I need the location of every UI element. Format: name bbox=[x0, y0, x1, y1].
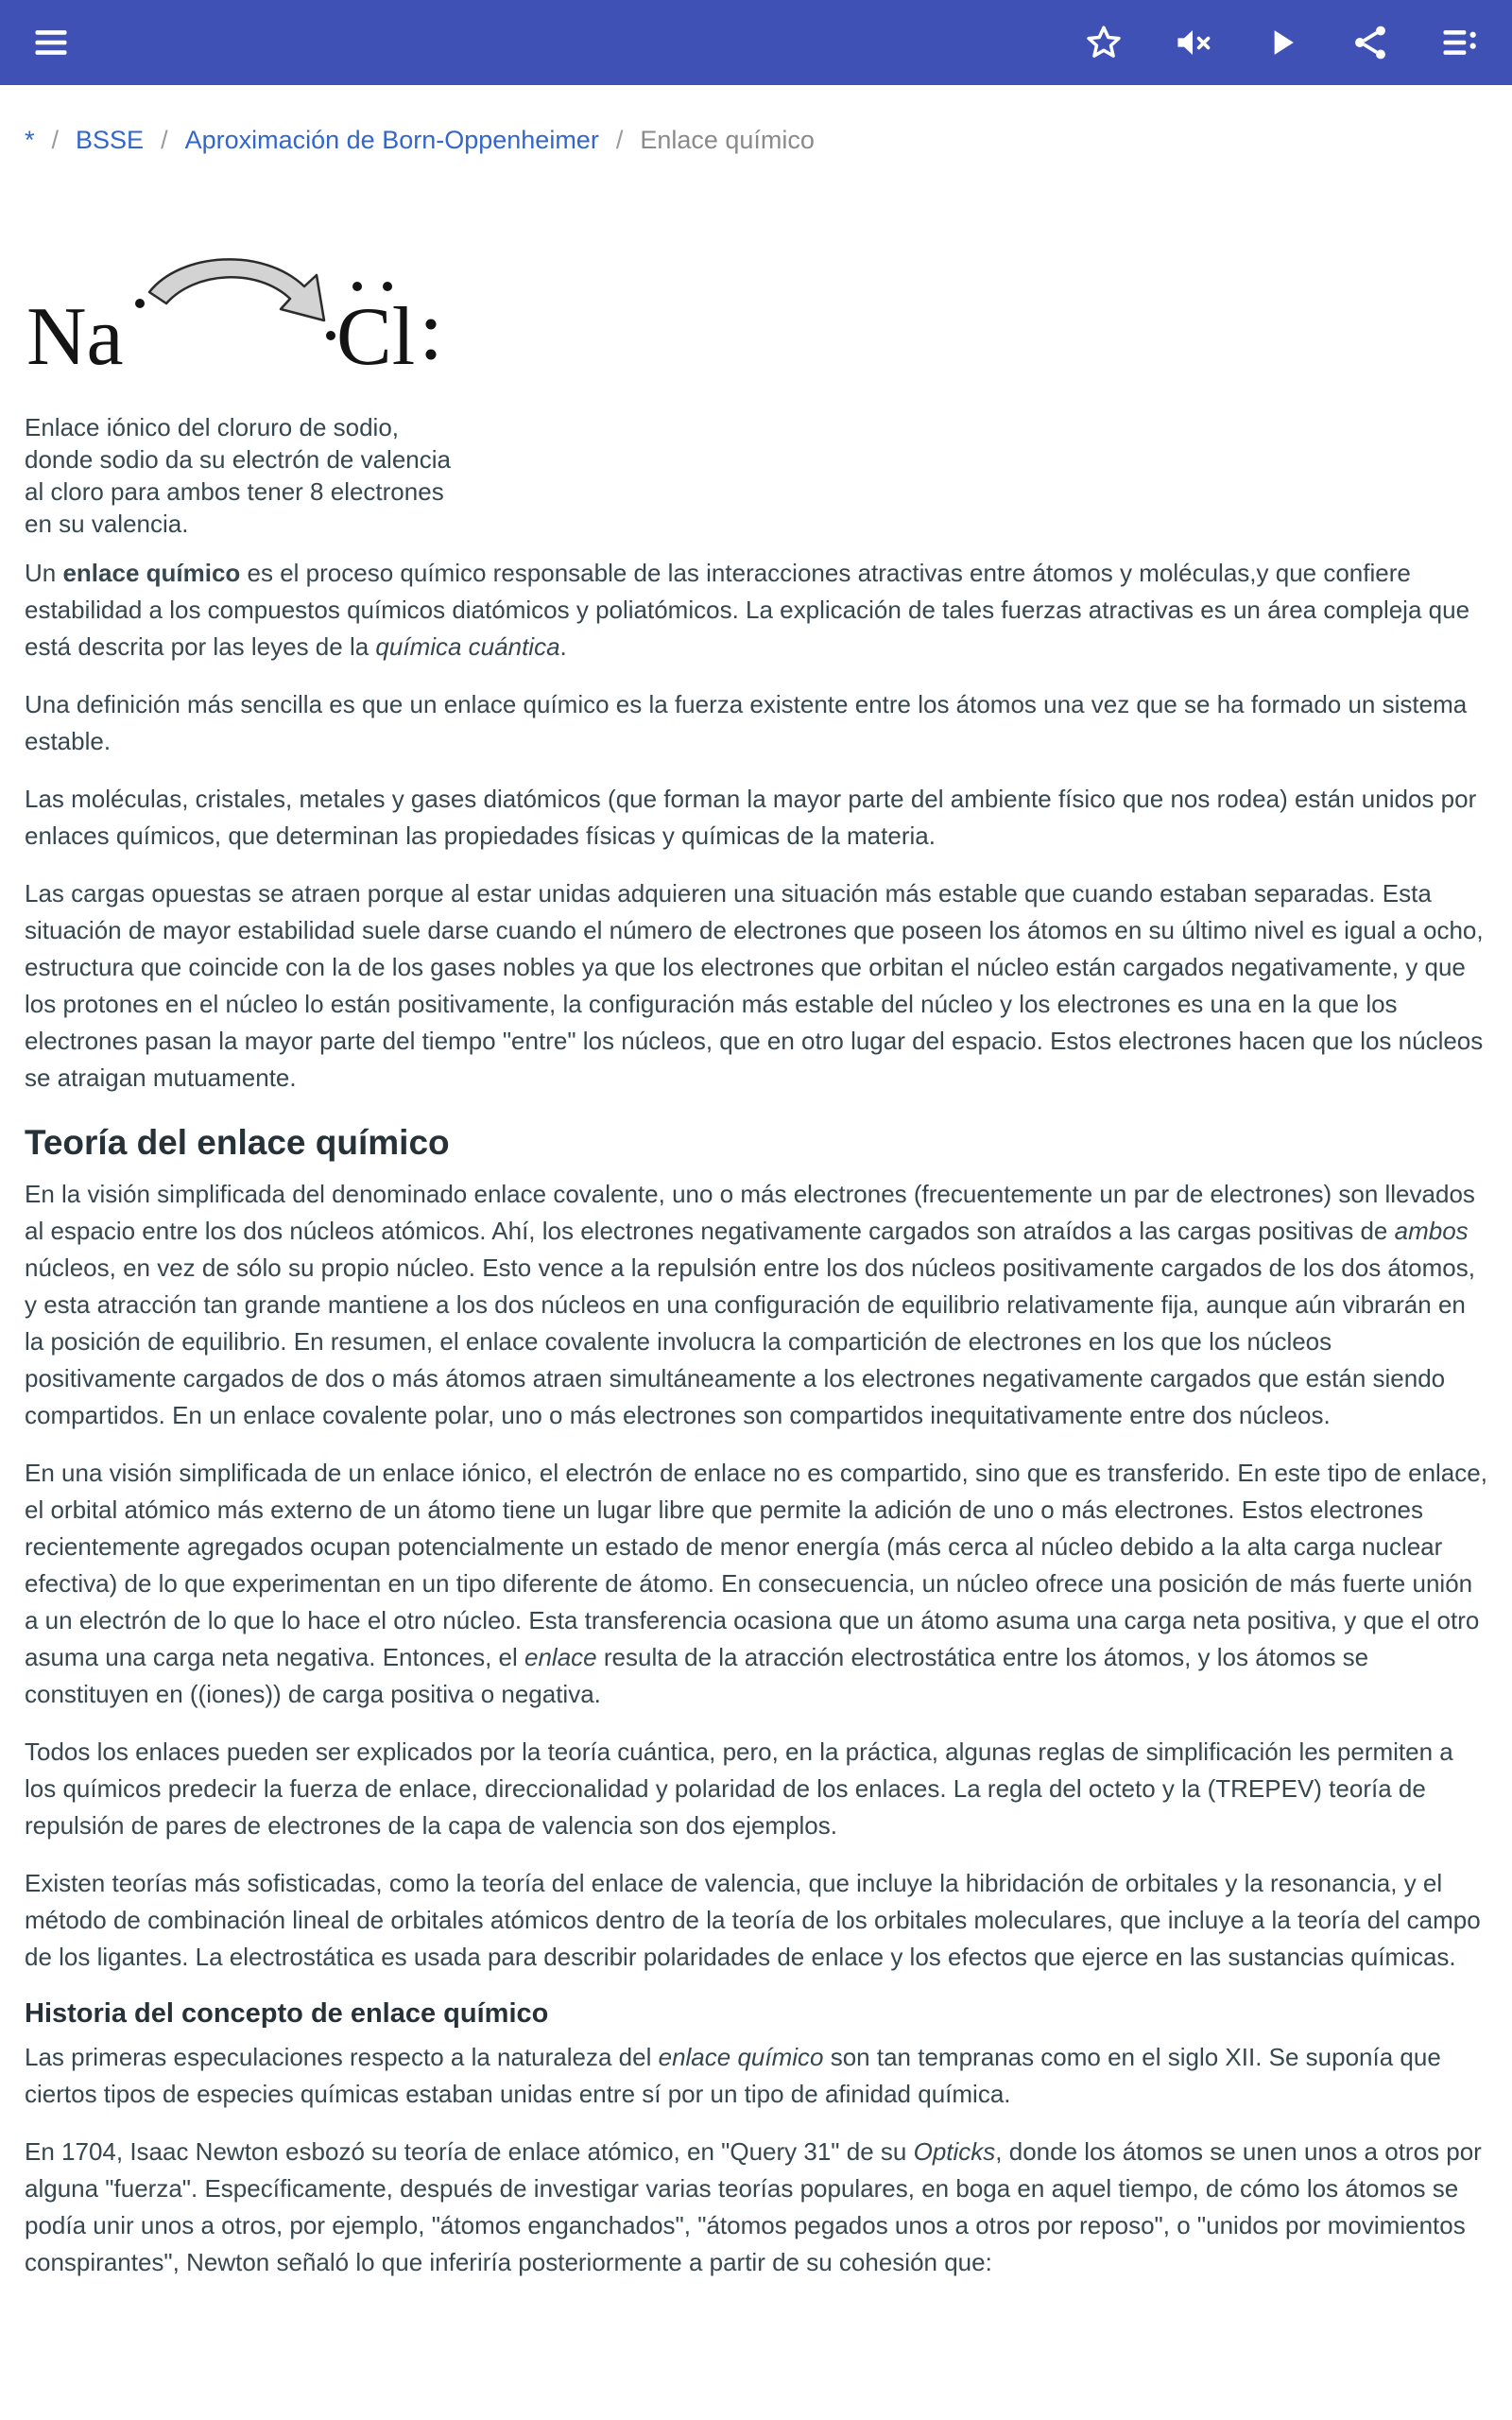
breadcrumb-current-page: Enlace químico bbox=[640, 126, 815, 154]
lewis-structure-figure[interactable] bbox=[25, 249, 1487, 540]
star-outline-icon bbox=[1083, 22, 1125, 63]
body-text: Las moléculas, cristales, metales y gases diatómicos (que forman la mayor parte del ambiente físico que nos rodea) están unidos por enlaces químicos, que determinan las propiedades físicas y químicas de la materia. bbox=[25, 785, 1477, 850]
chlorine-top-dot-2 bbox=[383, 282, 392, 291]
bold-text: enlace químico bbox=[62, 559, 241, 587]
body-text: En 1704, Isaac Newton esbozó su teoría de enlace atómico, en "Query 31" de su bbox=[25, 2137, 914, 2166]
paragraph bbox=[25, 1176, 1487, 1434]
body-text: Las primeras especulaciones respecto a la naturaleza del bbox=[25, 2043, 659, 2071]
body-text: Existen teorías más sofisticadas, como la teoría del enlace de valencia, que incluye la hibridación de orbitales y la resonancia, y el método de combinación lineal de orbitales atómicos dentro de la teoría de los orbitales moleculares, que incluye a la teoría del campo de los ligantes. La electrostática es usada para describir polaridades de enlace y los efectos que ejerce en las sustancias químicas. bbox=[25, 1869, 1481, 1971]
play-icon bbox=[1261, 22, 1302, 63]
breadcrumb-link[interactable]: Aproximación de Born-Oppenheimer bbox=[184, 126, 599, 154]
chlorine-right-dot-1 bbox=[426, 320, 437, 330]
sodium-symbol: Na bbox=[26, 291, 124, 383]
share-button[interactable] bbox=[1346, 18, 1395, 67]
paragraph bbox=[25, 781, 1487, 855]
italic-text: química cuántica bbox=[375, 632, 560, 661]
body-text: En la visión simplificada del denominado enlace covalente, uno o más electrones (frecuentemente un par de electrones) son llevados al espacio entre los dos núcleos atómicos. Ahí, los electrones negativamente cargados son atraídos a las cargas positivas de bbox=[25, 1180, 1475, 1245]
breadcrumb-link[interactable]: * bbox=[25, 126, 35, 154]
body-text: es el proceso químico responsable de las interacciones atractivas entre átomos y moléculas,y que confiere estabilidad a los compuestos químicos diatómicos y poliatómicos. La explicación de tales fuerzas atractivas es un área compleja que está descrita por las leyes de la bbox=[25, 559, 1470, 661]
nacl-electron-transfer-image bbox=[25, 249, 450, 409]
app-bar bbox=[0, 0, 1512, 85]
section-heading: Historia del concepto de enlace químico bbox=[25, 1998, 549, 2029]
breadcrumb-separator: / bbox=[615, 126, 624, 154]
italic-text: ambos bbox=[1394, 1217, 1469, 1245]
body-text: Todos los enlaces pueden ser explicados por la teoría cuántica, pero, en la práctica, algunas reglas de simplificación les permiten a los químicos predecir la fuerza de enlace, direccionalidad y polaridad de los enlaces. La regla del octeto y la (TREPEV) teoría de repulsión de pares de electrones de la capa de valencia son dos ejemplos. bbox=[25, 1737, 1453, 1840]
body-text: Un bbox=[25, 559, 63, 587]
paragraph bbox=[25, 1865, 1487, 1976]
chlorine-top-dot-1 bbox=[352, 282, 362, 291]
paragraph bbox=[25, 1734, 1487, 1844]
play-button[interactable] bbox=[1257, 18, 1306, 67]
electron-transfer-arrow bbox=[149, 259, 324, 320]
volume-off-icon bbox=[1172, 22, 1213, 63]
italic-text: Opticks bbox=[913, 2137, 996, 2166]
paragraph bbox=[25, 2039, 1487, 2113]
italic-text: enlace químico bbox=[658, 2043, 824, 2071]
article-body bbox=[25, 555, 1487, 2340]
breadcrumb-link[interactable]: BSSE bbox=[76, 126, 145, 154]
italic-text: enlace bbox=[524, 1643, 597, 1671]
chlorine-left-dot bbox=[326, 331, 335, 340]
section-heading: Teoría del enlace químico bbox=[25, 1123, 450, 1162]
body-text: . bbox=[559, 632, 567, 661]
paragraph bbox=[25, 2134, 1487, 2281]
paragraph bbox=[25, 555, 1487, 666]
body-text: , donde los átomos se unen unos a otros por alguna "fuerza". Específicamente, después de investigar varias teorías populares, en boga en aquel tiempo, de cómo los átomos se podía unir unos a otros, por ejemplo, "átomos enganchados", "átomos pegados unos a otros por reposo", o "unidos por movimientos conspirantes", Newton señaló lo que inferiría posteriormente a partir de su cohesión que: bbox=[25, 2137, 1482, 2276]
body-text: núcleos, en vez de sólo su propio núcleo. Esto vence a la repulsión entre los dos núcleos positivamente cargados de los dos átomos, y esta atracción tan grande mantiene a los dos núcleos en una configuración de equilibrio relativamente fija, aunque aún vibrarán en la posición de equilibrio. En resumen, el enlace covalente involucra la compartición de electrones en los que los núcleos positivamente cargados de dos o más átomos atraen simultáneamente a los electrones negativamente cargados que están siendo compartidos. En un enlace covalente polar, uno o más electrones son compartidos inequitativamente entre dos núcleos. bbox=[25, 1253, 1475, 1429]
article-page bbox=[0, 123, 1512, 2340]
body-text: son tan tempranas como en el siglo XII. Se suponía que ciertos tipos de especies químicas estaban unidas entre sí por un tipo de afinidad química. bbox=[25, 2043, 1441, 2108]
sodium-electron-dot bbox=[135, 299, 145, 308]
paragraph bbox=[25, 875, 1487, 1097]
breadcrumb-separator: / bbox=[161, 126, 168, 154]
mute-button[interactable] bbox=[1168, 18, 1217, 67]
body-text: Las cargas opuestas se atraen porque al estar unidas adquieren una situación más estable que cuando estaban separadas. Esta situación de mayor estabilidad suele darse cuando el número de electrones que poseen los átomos en su último nivel es igual a ocho, estructura que coincide con la de los gases nobles ya que los electrones que orbitan el núcleo están cargados negativamente, y que los protones en el núcleo lo están positivamente, la configuración más estable del núcleo y los electrones es una en la que los electrones pasan la mayor parte del tiempo "entre" los núcleos, que en otro lugar del espacio. Estos electrones hacen que los núcleos se atraigan mutuamente. bbox=[25, 879, 1484, 1092]
breadcrumb bbox=[25, 123, 1487, 158]
figure-caption: Enlace iónico del cloruro de sodio, donde sodio da su electrón de valencia al cloro para ambos tener 8 electrones en su valencia. bbox=[25, 413, 451, 538]
breadcrumb-separator: / bbox=[51, 126, 60, 154]
paragraph bbox=[25, 686, 1487, 760]
share-icon bbox=[1349, 22, 1391, 63]
menu-button[interactable] bbox=[26, 18, 76, 67]
chlorine-symbol: Cl bbox=[336, 291, 416, 383]
favorite-button[interactable] bbox=[1079, 18, 1128, 67]
contents-button[interactable] bbox=[1435, 18, 1484, 67]
chlorine-right-dot-2 bbox=[426, 350, 437, 360]
paragraph bbox=[25, 1455, 1487, 1713]
body-text: resulta de la atracción electrostática entre los átomos, y los átomos se constituyen en ((iones)) de carga positiva o negativa. bbox=[25, 1643, 1369, 1708]
body-text: En una visión simplificada de un enlace iónico, el electrón de enlace no es compartido, sino que es transferido. En este tipo de enlace, el orbital atómico más externo de un átomo tiene un lugar libre que permite la adición de uno o más electrones. Estos electrones recientemente agregados ocupan potencialmente un estado de menor energía (más cerca al núcleo debido a la alta carga nuclear efectiva) de lo que experimentan en un tipo diferente de átomo. En consecuencia, un núcleo ofrece una posición de más fuerte unión a un electrón de lo que lo hace el otro núcleo. Esta transferencia ocasiona que un átomo asuma una carga neta positiva, y que el otro asuma una carga neta negativa. Entonces, el bbox=[25, 1459, 1487, 1671]
body-text: Una definición más sencilla es que un enlace químico es la fuerza existente entre los átomos una vez que se ha formado un sistema estable. bbox=[25, 690, 1468, 755]
menu-icon bbox=[30, 22, 72, 63]
table-of-contents-icon bbox=[1438, 22, 1480, 63]
